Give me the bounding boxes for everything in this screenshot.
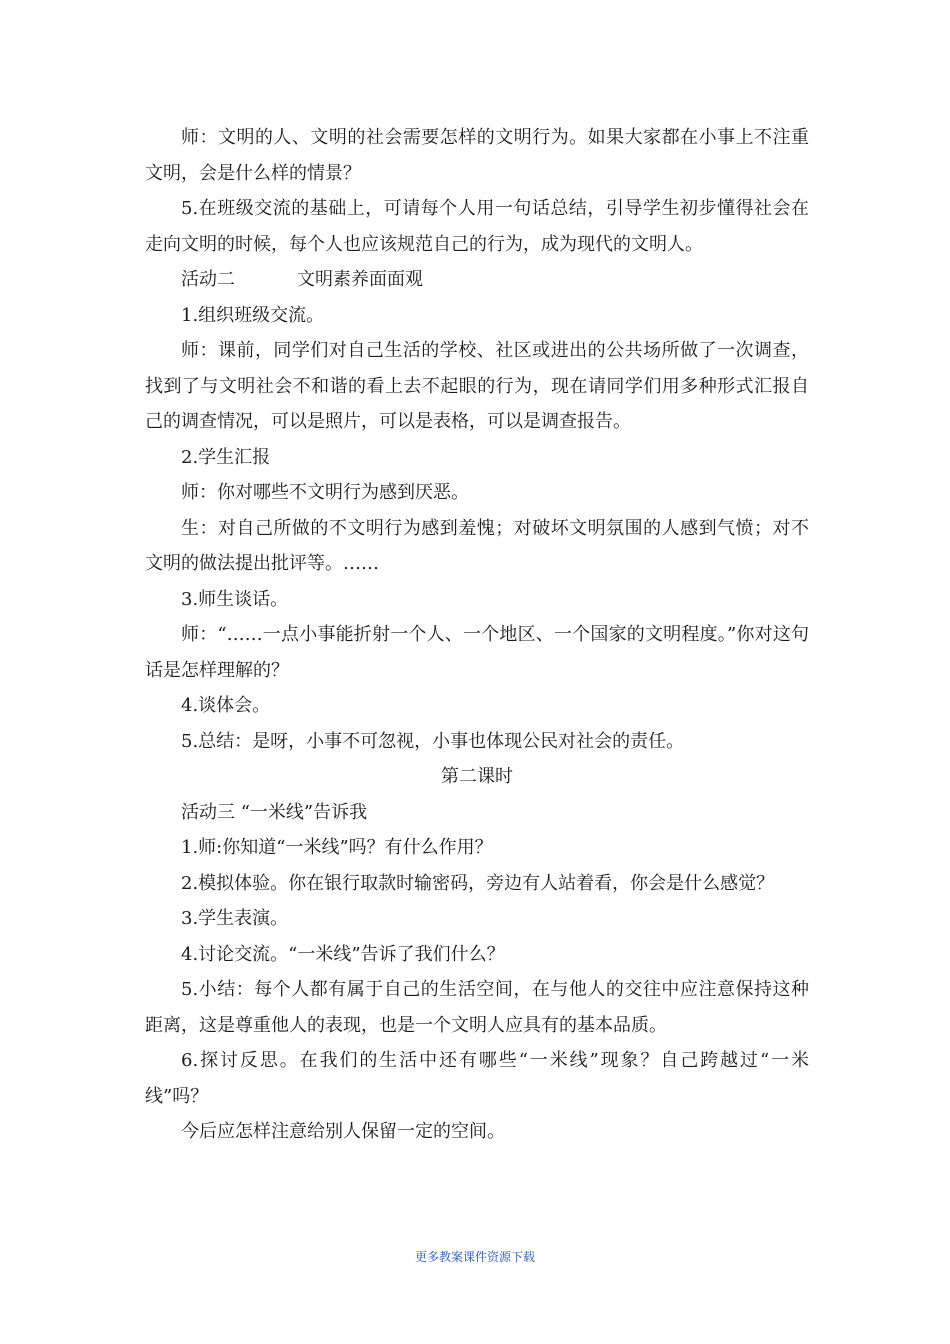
step-reflection: 6.探讨反思。在我们的生活中还有哪些“一米线”现象？自己跨越过“一米线”吗？ — [145, 1050, 809, 1107]
lesson-two-heading: 第二课时 — [441, 766, 513, 787]
step-share-experience: 4.谈体会。 — [181, 695, 271, 716]
step-student-performance: 3.学生表演。 — [181, 908, 289, 929]
paragraph-teacher-survey: 师：课前，同学们对自己生活的学校、社区或进出的公共场所做了一次调查，找到了与文明社会不和谐的看上去不起眼的行为，现在请同学们用多种形式汇报自己的调查情况，可以是照片，可以是表格，可以是调查报告。 — [145, 340, 809, 432]
paragraph-closing: 今后应怎样注意给别人保留一定的空间。 — [181, 1121, 505, 1142]
paragraph-summary-step5: 5.在班级交流的基础上，可请每个人用一句话总结，引导学生初步懂得社会在走向文明的时候，每个人也应该规范自己的行为，成为现代的文明人。 — [145, 198, 809, 255]
paragraph-teacher-quote: 师：“……一点小事能折射一个人、一个地区、一个国家的文明程度。”你对这句话是怎样理解的？ — [145, 624, 809, 681]
document-body — [145, 120, 809, 1150]
step-conclusion: 5.总结：是呀，小事不可忽视，小事也体现公民对社会的责任。 — [181, 730, 685, 752]
activity-two-label: 活动二 — [181, 269, 235, 290]
step-discussion: 4.讨论交流。“一米线”告诉了我们什么？ — [181, 943, 505, 965]
step-student-report: 2.学生汇报 — [181, 446, 271, 468]
paragraph-teacher-question: 师：文明的人、文明的社会需要怎样的文明行为。如果大家都在小事上不注重文明，会是什么样的情景？ — [145, 127, 809, 184]
step-simulation: 2.模拟体验。你在银行取款时输密码，旁边有人站着看，你会是什么感觉？ — [181, 872, 775, 894]
activity-three-heading: 活动三 “一米线”告诉我 — [181, 801, 368, 823]
paragraph-student-answer: 生：对自己所做的不文明行为感到羞愧；对破坏文明氛围的人感到气愤；对不文明的做法提出批评等。…… — [145, 517, 809, 574]
step-summary: 5.小结：每个人都有属于自己的生活空间，在与他人的交往中应注意保持这种距离，这是尊重他人的表现，也是一个文明人应具有的基本品质。 — [145, 979, 809, 1036]
activity-two-title: 文明素养面面观 — [297, 269, 423, 290]
paragraph-teacher-ask: 师：你对哪些不文明行为感到厌恶。 — [181, 482, 469, 503]
step-teacher-student-talk: 3.师生谈话。 — [181, 588, 289, 610]
step-one-meter-line-question: 1.师:你知道“一米线”吗？有什么作用？ — [181, 837, 493, 858]
step-organize-exchange: 1.组织班级交流。 — [181, 304, 325, 326]
activity-two-heading — [145, 262, 809, 298]
footer-download-link[interactable]: 更多教案课件资源下载 — [414, 1250, 535, 1264]
